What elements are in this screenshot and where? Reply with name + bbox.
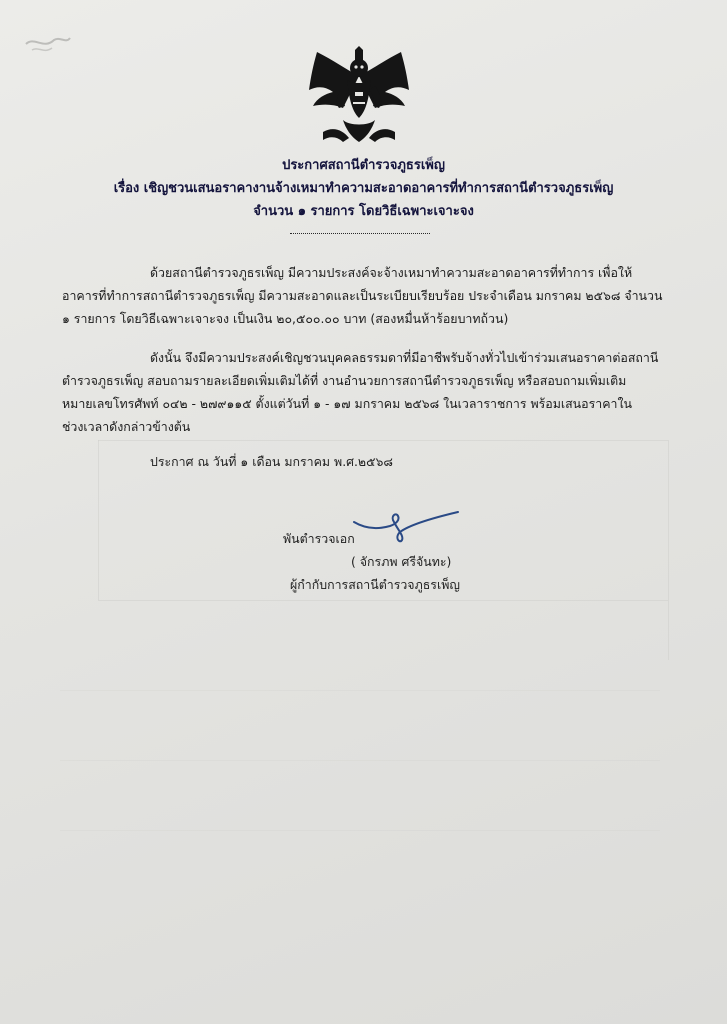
bleed-through-block	[98, 600, 668, 601]
document-subject: เรื่อง เชิญชวนเสนอราคางานจ้างเหมาทำความสะอาดอาคารที่ทำการสถานีตำรวจภูธรเพ็ญ	[113, 181, 614, 196]
paragraph-line: ด้วยสถานีตำรวจภูธรเพ็ญ มีความประสงค์จะจ้างเหมาทำความสะอาดอาคารที่ทำการ เพื่อให้	[150, 265, 633, 280]
bleed-through-block	[98, 440, 668, 441]
bleed-through-block	[98, 440, 99, 600]
paper-tear-mark	[22, 30, 72, 60]
paragraph-line: ตำรวจภูธรเพ็ญ สอบถามรายละเอียดเพิ่มเติมได้ที่ งานอำนวยการสถานีตำรวจภูธรเพ็ญ หรือสอบถามเพิ่มเติม	[62, 373, 627, 388]
paragraph-invitation	[62, 346, 670, 438]
bleed-through-block	[60, 830, 660, 831]
header-separator	[290, 233, 430, 234]
signatory-position: ผู้กำกับการสถานีตำรวจภูธรเพ็ญ	[290, 577, 460, 592]
bleed-through-block	[60, 690, 660, 691]
procurement-method: จำนวน ๑ รายการ โดยวิธีเฉพาะเจาะจง	[253, 204, 474, 219]
paragraph-line: หมายเลขโทรศัพท์ ๐๔๒ - ๒๗๙๑๑๕ ตั้งแต่วันที่ ๑ - ๑๗ มกราคม ๒๕๖๘ ในเวลาราชการ พร้อมเสนอราคาใน	[62, 396, 632, 411]
paragraph-line: ช่วงเวลาดังกล่าวข้างต้น	[62, 419, 191, 434]
handwritten-signature	[350, 508, 462, 544]
paragraph-line: ดังนั้น จึงมีความประสงค์เชิญชวนบุคคลธรรมดาที่มีอาชีพรับจ้างทั่วไปเข้าร่วมเสนอราคาต่อสถานี	[150, 350, 659, 365]
announcement-date: ประกาศ ณ วันที่ ๑ เดือน มกราคม พ.ศ.๒๕๖๘	[150, 454, 393, 469]
garuda-emblem	[303, 46, 415, 150]
bleed-through-block	[668, 440, 669, 660]
bleed-through-block	[60, 760, 660, 761]
document-title: ประกาศสถานีตำรวจภูธรเพ็ญ	[282, 158, 445, 173]
paragraph-line: อาคารที่ทำการสถานีตำรวจภูธรเพ็ญ มีความสะอาดและเป็นระเบียบเรียบร้อย ประจำเดือน มกราคม ๒๕๖๘ จำนวน	[62, 288, 663, 303]
signatory-name: ( จักรภพ ศรีจันทะ)	[351, 554, 452, 569]
signatory-rank: พันตำรวจเอก	[283, 531, 355, 546]
paragraph-purpose	[62, 261, 670, 330]
paragraph-line: ๑ รายการ โดยวิธีเฉพาะเจาะจง เป็นเงิน ๒๐,๕๐๐.๐๐ บาท (สองหมื่นห้าร้อยบาทถ้วน)	[62, 311, 509, 326]
